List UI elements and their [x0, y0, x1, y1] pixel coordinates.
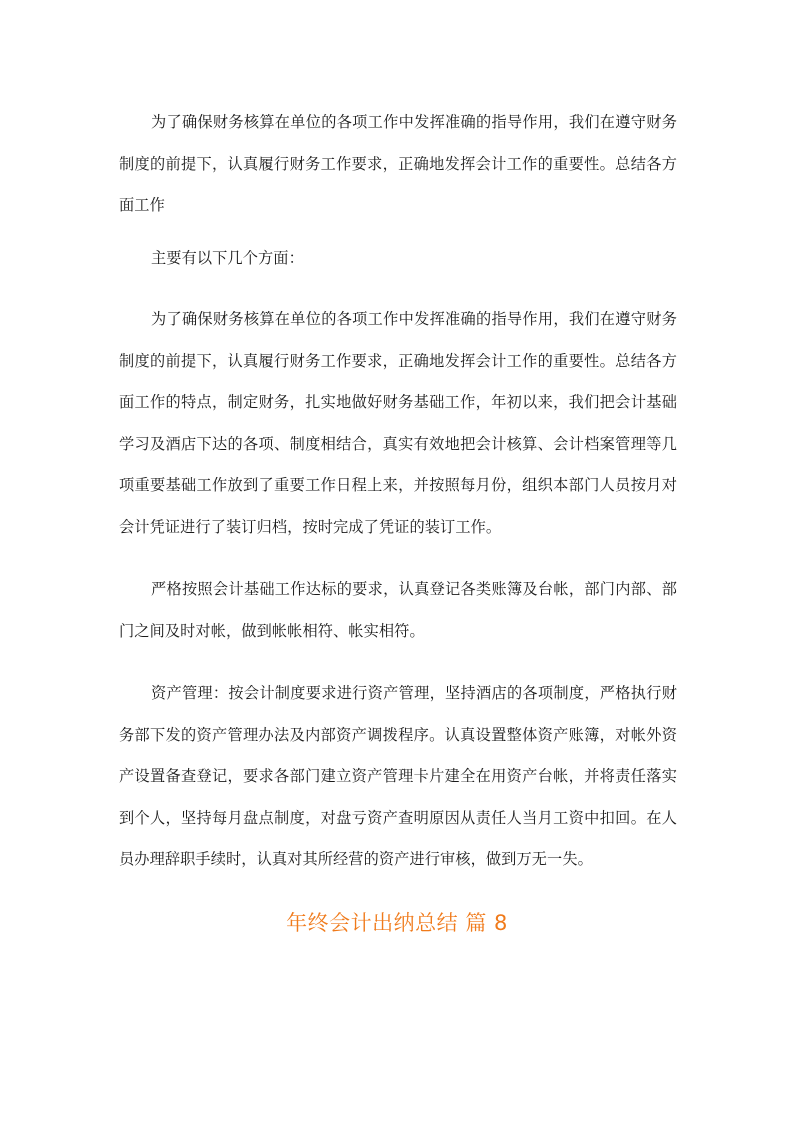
section-heading: 年终会计出纳总结 篇 8 — [286, 911, 508, 935]
paragraph-aspects-lead: 主要有以下几个方面： — [151, 248, 304, 267]
paragraph-asset-management: 资产管理：按会计制度要求进行资产管理，坚持酒店的各项制度，严格执行财务部下发的资产管理办法及内部资产调拨程序。认真设置整体资产账簿，对帐外资产设置备查登记，要求各部门建立资产管理卡片建全在用资产台帐，并将责任落实到个人，坚持每月盘点制度，对盘亏资产查明原因从责任人当月工资中扣回。在人员办理辞职手续时，认真对其所经营的资产进行审核，做到万无一失。 — [119, 684, 677, 868]
paragraph-intro: 为了确保财务核算在单位的各项工作中发挥准确的指导作用，我们在遵守财务制度的前提下，认真履行财务工作要求，正确地发挥会计工作的重要性。总结各方面工作 — [119, 113, 677, 214]
document-body — [119, 102, 677, 881]
paragraph-ledger-registration: 严格按照会计基础工作达标的要求，认真登记各类账簿及台帐，部门内部、部门之间及时对帐，做到帐帐相符、帐实相符。 — [119, 580, 677, 640]
paragraph-accounting-basics: 为了确保财务核算在单位的各项工作中发挥准确的指导作用，我们在遵守财务制度的前提下，认真履行财务工作要求，正确地发挥会计工作的重要性。总结各方面工作的特点，制定财务，扎实地做好财务基础工作，年初以来，我们把会计基础学习及酒店下达的各项、制度相结合，真实有效地把会计核算、会计档案管理等几项重要基础工作放到了重要工作日程上来，并按照每月份，组织本部门人员按月对会计凭证进行了装订归档，按时完成了凭证的装订工作。 — [119, 310, 677, 536]
